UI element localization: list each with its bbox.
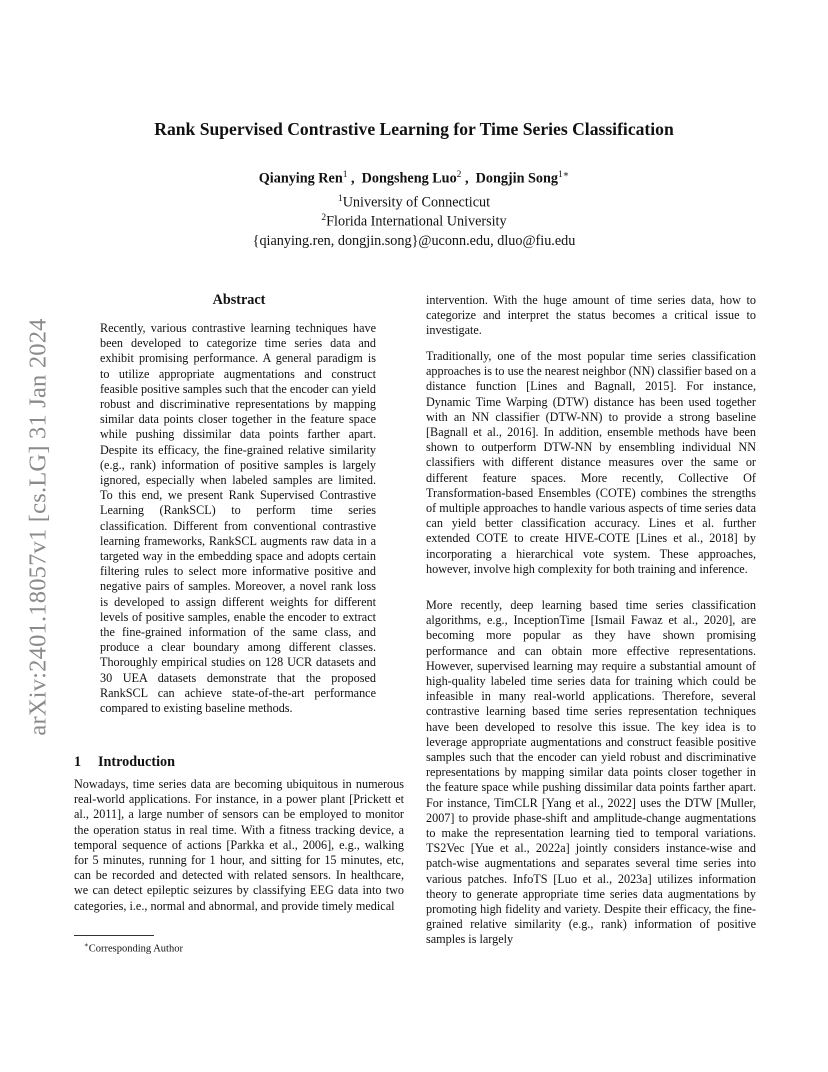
- section-number: 1: [74, 754, 82, 770]
- author-name: Qianying Ren: [258, 170, 343, 187]
- author-affiliation-mark: 2: [456, 170, 462, 180]
- author-name: Dongjin Song: [475, 170, 559, 187]
- affiliation-name: University of Connecticut: [342, 194, 491, 211]
- footnote-text: Corresponding Author: [88, 943, 183, 955]
- author-affiliation-mark: 1: [342, 170, 348, 180]
- author-emails: {qianying.ren, dongjin.song}@uconn.edu, dluo@fiu.edu: [252, 233, 576, 249]
- abstract-heading: Abstract: [212, 292, 266, 308]
- section-heading-introduction: [74, 753, 175, 771]
- footnote: [84, 939, 183, 956]
- arxiv-identifier-text: arXiv:2401.18057v1 [cs.LG] 31 Jan 2024: [25, 318, 53, 736]
- footnote-mark: ∗: [84, 941, 89, 949]
- introduction-paragraph-continued: intervention. With the huge amount of time series data, how to categorize and interpret the status becomes a critical issue to investigate.: [426, 293, 756, 338]
- introduction-paragraph: Nowadays, time series data are becoming ubiquitous in numerous real-world applications. For instance, in a power plant [Prickett et al., 2011], a large number of sensors can be employed to monitor the operation status in real time. With a fitness tracking device, a temporal sequence of actions [Parkka et al., 2006], e.g., walking for 5 minutes, running for 1 hour, and sitting for 15 minutes, etc, can be recorded and detected with related sensors. In healthcare, we can detect epileptic seizures by classifying EEG data into two categories, i.e., normal and abnormal, and provide timely medical: [74, 777, 404, 913]
- arxiv-identifier-stamp: [22, 292, 56, 762]
- footnote-divider: [74, 935, 154, 936]
- affiliation-name: Florida International University: [326, 213, 507, 230]
- section-title: Introduction: [98, 754, 175, 770]
- affiliation: [74, 208, 754, 232]
- author-affiliation-mark: 1∗: [558, 170, 570, 180]
- introduction-paragraph: More recently, deep learning based time series classification algorithms, e.g., InceptionTime [Ismail Fawaz et al., 2020], are becoming more popular as they have shown promising performance and can obtain more effective representations. However, supervised learning may require a substantial amount of high-quality labeled time series data for training which could be infeasible in many real-world applications. Therefore, several contrastive learning based time series representation techniques have been developed to resolve this issue. The key idea is to leverage appropriate augmentations and construct feasible positive samples such that the encoder can yield robust and discriminative representations by mapping similar data points closer together in the feature space while pushing dissimilar data points farther apart. For instance, TimCLR [Yang et al., 2022] uses the DTW [Muller, 2007] to provide phase-shift and amplitude-change augmentations to make the representation learning tied to temporal variations. TS2Vec [Yue et al., 2022a] jointly considers instance-wise and patch-wise augmentations and separates several time series into various patches. InfoTS [Luo et al., 2023a] utilizes information theory to generate appropriate time series data augmentations by promoting high fidelity and variety. Despite their efficacy, the fine-grained relative similarity (e.g., rank) information of positive samples is largely: [426, 598, 756, 947]
- author-name: Dongsheng Luo: [361, 170, 457, 187]
- paper-title: Rank Supervised Contrastive Learning for Time Series Classification: [154, 119, 674, 139]
- abstract-body: Recently, various contrastive learning techniques have been developed to categorize time series data and exhibit promising performance. A general paradigm is to utilize appropriate augmentations and construct feasible positive samples such that the encoder can yield robust and discriminative representations by mapping similar data points closer together in the feature space while pushing dissimilar data points farther apart. Despite its efficacy, the fine-grained relative similarity (e.g., rank) information of positive samples is largely ignored, especially when labeled samples are limited. To this end, we present Rank Supervised Contrastive Learning (RankSCL) to perform time series classification. Different from conventional contrastive learning frameworks, RankSCL augments raw data in a targeted way in the embedding space and adopts certain filtering rules to select more informative positive and negative pairs of samples. Moreover, a novel rank loss is developed to assign different weights for different levels of positive samples, enable the encoder to extract the fine-grained information of the same class, and produce a clear boundary among different classes. Thoroughly empirical studies on 128 UCR datasets and 30 UEA datasets demonstrate that the proposed RankSCL can achieve state-of-the-art performance compared to existing baseline methods.: [100, 321, 376, 716]
- affiliation-mark: 2: [321, 213, 327, 223]
- author-list: Qianying Ren$^1$ , Dongsheng Luo$^2$ , Dongjin Song$^{1∗}$: [258, 170, 570, 187]
- introduction-paragraph: Traditionally, one of the most popular time series classification approaches is to use the nearest neighbor (NN) classifier based on a distance function [Lines and Bagnall, 2015]. For instance, Dynamic Time Warping (DTW) distance has been used together with an NN classifier (DTW-NN) to provide a strong baseline [Bagnall et al., 2016]. In addition, ensemble methods have been shown to outperform DTW-NN by ensembling individual NN classifiers with different distance measures over the same or different feature spaces. More recently, Collective Of Transformation-based Ensembles (COTE) combines the strengths of multiple approaches to handle various aspects of time series data can yield better classification accuracy. Lines et al. further extended COTE to create HIVE-COTE [Lines et al., 2018] by incorporating a hierarchical vote system. These approaches, however, involve high complexity for both training and inference.: [426, 349, 756, 576]
- affiliation-mark: 1: [337, 194, 343, 204]
